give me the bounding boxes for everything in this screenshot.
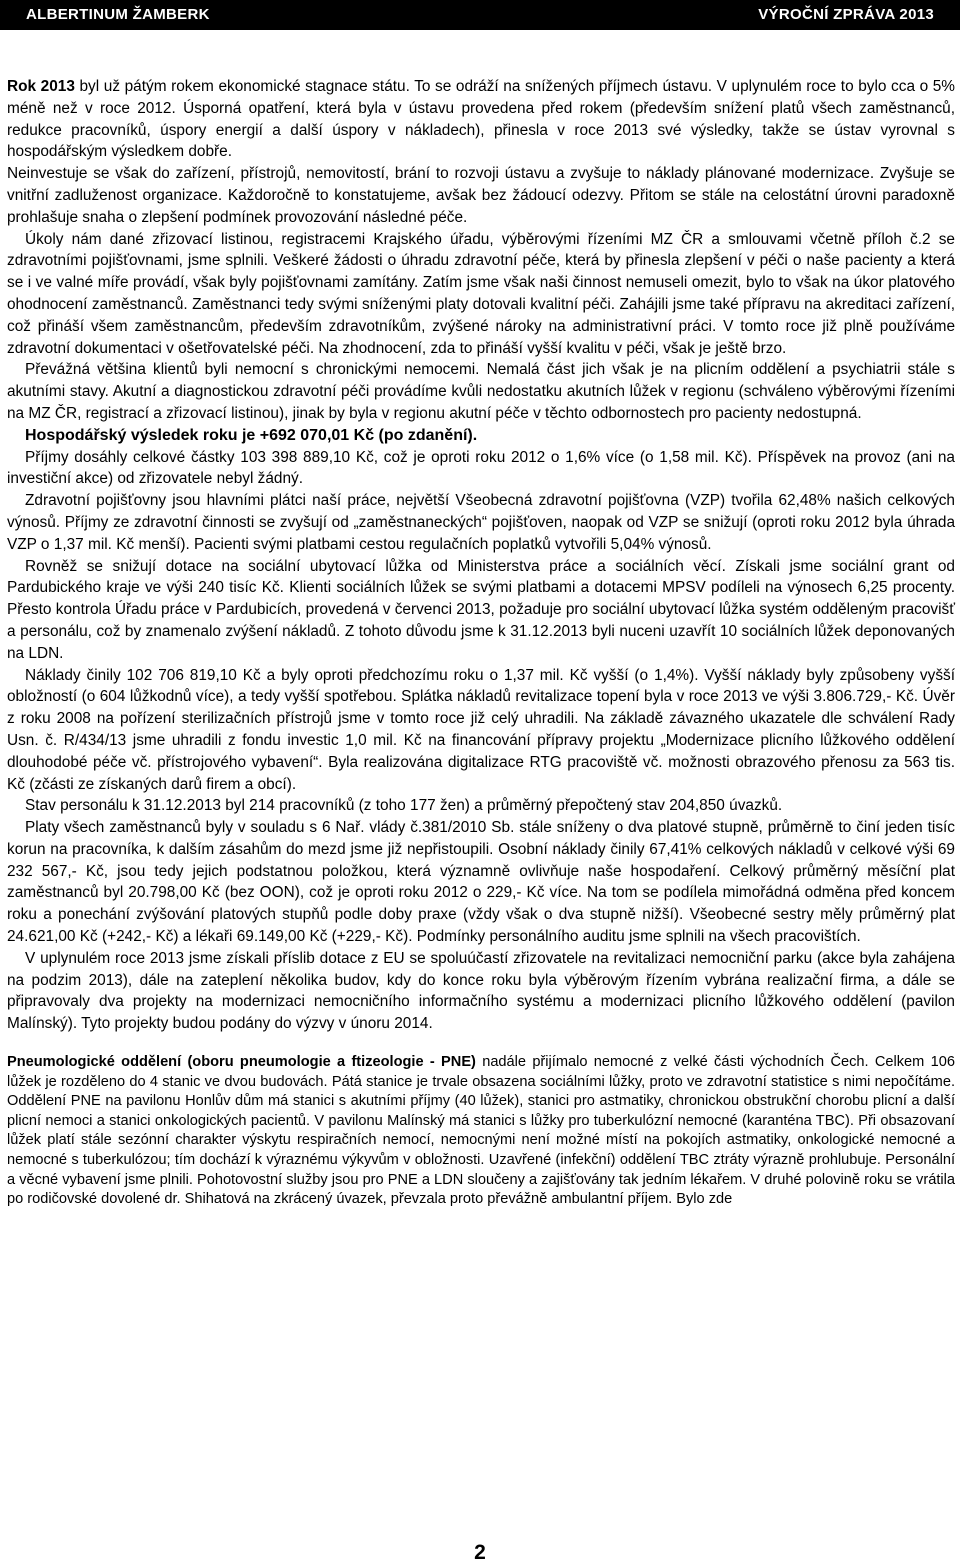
paragraph-tasks: Úkoly nám dané zřizovací listinou, registracemi Krajského úřadu, výběrovými řízeními MZ ČR a smlouvami včetně příloh č.2 se zdravotními pojišťovnami, jsme splnili. Veškeré žádosti o úhradu zdravotní péče, která by přinesla zlepšení v péči o naše pacienty a která se i ve valné míře provádí, však byly pojišťovnami zamítány. Zatím jsme však naši činnost nemuseli omezit, bylo to však na úkor platového ohodnocení zaměstnanců. Zaměstnanci tedy svými sníženými platy dotovali kvalitní péči. Zahájili jsme také přípravu na akreditaci zařízení, což přináší všem zaměstnancům, především zdravotníkům, zvýšené nároky na administrativní práci. V tomto roce již plně používáme zdravotní dokumentaci v ošetřovatelské péči. Na zhodnocení, zda to přináší vyšší kvalitu v péči, však je ještě brzo. [7, 230, 955, 357]
paragraph-pneumology [7, 1053, 955, 1210]
paragraph-insurance: Zdravotní pojišťovny jsou hlavními plátci naší práce, největší Všeobecná zdravotní pojišťovna (VZP) tvořila 62,48% našich celkových výnosů. Příjmy ze zdravotní činnosti se zvyšují od „zaměstnaneckých“ pojišťoven, naopak od VZP se snižují (oproti roku 2012 byla úhrada VZP o 1,37 mil. Kč menší). Pacienti svými platbami cestou regulačních poplatků vytvořili 5,04% výnosů. [7, 492, 955, 553]
paragraph-costs: Náklady činily 102 706 819,10 Kč a byly oproti předchozímu roku o 1,37 mil. Kč vyšší (o 1,4%). Vyšší náklady byly způsobeny vyšší obložností (o 604 lůžkodnů více), a tedy vyšší spotřebou. Splátka nákladů revitalizace topení byla v roce 2013 ve výši 3.806.729,- Kč. Úvěr z roku 2008 na pořízení sterilizačních přístrojů jsme v tomto roce již celý uhradili. Na základě závazného ukazatele dle schválení Rady Usn. č. R/434/13 jsme uhradili z fondu investic 1,0 mil. Kč na financování přípravy projektu „Modernizace plicního lůžkového oddělení dlouhodobé péče vč. přístrojového vybavení“. Byla realizována digitalizace RTG pracoviště vč. možnosti obrazového přenosu za 563 tis. Kč (zčásti ze získaných darů firem a obcí). [7, 666, 955, 793]
paragraph-clients: Převážná většina klientů byli nemocní s chronickými nemocemi. Nemalá část jich však je na plicním oddělení a psychiatrii stále s akutními stavy. Akutní a diagnostickou zdravotní péči provádíme kvůli nedostatku akutních lůžek v regionu (schváleno výběrovými řízeními na MZ ČR, registrací a zřizovací listinou), jinak by byla v regionu akutní péče v těchto odbornostech pro pacienty nedostupná. [7, 361, 955, 422]
pneumology-label: Pneumologické oddělení (oboru pneumologie a ftizeologie - PNE) [7, 1054, 476, 1071]
paragraph-salaries: Platy všech zaměstnanců byly v souladu s 6 Nař. vlády č.381/2010 Sb. stále sníženy o dva platové stupně, průměrně to činí jeden tisíc korun na pracovníka, k dalším zásahům do mezd jsme již nepřistoupili. Osobní náklady činily 67,41% celkových nákladů v celkové výši 69 232 567,- Kč, jsou tedy jejich podstatnou položkou, která významně ovlivňuje naše hospodaření. Celkový průměrný měsíční plat zaměstnanců byl 20.798,00 Kč (bez OON), což je oproti roku 2012 o 229,- Kč více. Na tom se podílela mimořádná odměna před koncem roku a ponechání zvýšování platových stupňů podle doby praxe (vždy však o dva stupně nižší). Všeobecné sestry měly průměrný plat 24.621,00 Kč (+242,- Kč) a lékaři 69.149,00 Kč (+229,- Kč). Podmínky personálního auditu jsme splnili na všech pracovištích. [7, 819, 955, 946]
intro-year-label: Rok 2013 [7, 78, 75, 95]
paragraph-investment: Neinvestuje se však do zařízení, přístrojů, nemovitostí, brání to rozvoji ústavu a zvyšuje to náklady plánované modernizace. Zvyšuje se vnitřní zadluženost organizace. Každoročně to konstatujeme, avšak bez žádoucí odezvy. Přitom se stále na celostátní úrovni paradoxně prohlašuje snaha o zlepšení podmínek provozování následné péče. [7, 165, 955, 226]
page-header [0, 0, 960, 30]
paragraph-intro [7, 76, 955, 163]
paragraph-income: Příjmy dosáhly celkové částky 103 398 889,10 Kč, což je oproti roku 2012 o 1,6% více (o 1,58 mil. Kč). Příspěvek na provoz (ani na investiční akce) od zřizovatele nebyl žádný. [7, 448, 955, 488]
paragraph-staff: Stav personálu k 31.12.2013 byl 214 pracovníků (z toho 177 žen) a průměrný přepočtený stav 204,850 úvazků. [25, 797, 783, 815]
document-body [7, 76, 955, 1224]
paragraph-social-beds: Rovněž se snižují dotace na sociální ubytovací lůžka od Ministerstva práce a sociálních věcí. Získali jsme sociální grant od Pardubického kraje ve výši 240 tisíc Kč. Klienti sociálních lůžek se svými platbami a dotacemi MPSV podíleli na výnosech 6,25 procenty. Přesto kontrola Úřadu práce v Pardubicích, provedená v červenci 2013, požaduje pro sociální ubytovací lůžka systém odděleným pracovišť a personálu, což by znamenalo zvýšení nákladů. Z tohoto důvodu jsme k 31.12.2013 byli nuceni uzavřít 10 sociálních lůžek deponovaných na LDN. [7, 557, 955, 662]
paragraph-projects: V uplynulém roce 2013 jsme získali příslib dotace z EU se spoluúčastí zřizovatele na revitalizaci nemocniční parku (akce byla zahájena na podzim 2013), dále na zateplení několika budov, kdy do konce roku byla výběrovým řízením vybrána realizační firma, a dále se připravovaly dva projekty na modernizaci nemocničního informačního systému a modernizaci plicního lůžkového oddělení (pavilon Malínský). Tyto projekty budou podány do výzvy v únoru 2014. [7, 949, 955, 1033]
economic-result-text: Hospodářský výsledek roku je +692 070,01 Kč (po zdanění). [25, 426, 478, 444]
pneumology-text: nadále přijímalo nemocné z velké části východních Čech. Celkem 106 lůžek je rozděleno do 4 stanic ve dvou budovách. Pátá stanice je trvale obsazena sociálními lůžky, proto ve zdravotní statistice s nimi nepočítáme. Oddělení PNE na pavilonu Honlův dům má stanici s akutními příjmy (40 lůžek), stanici pro astmatiky, chronickou obstrukční chorobu plicní a další plicní nemoci a stanici onkologických pacientů. V pavilonu Malínský má stanici s lůžky pro tuberkulózní nemocné (karanténa TBC). Při obsazovaní lůžek platí stále sezónní charakter výskytu respiračních nemocí, nemocnými není možné místí na pokojích astmatiky, onkologické nemocné a nemocné s tuberkulózou; tím dochází k výraznému výkyvům v obložnosti. Uzavřené (infekční) oddělení TBC ztráty výrazně prohlubuje. Personální a věcné vybavení jsme plnili. Pohotovostní služby jsou pro PNE a LDN sloučeny a zajišťovány tak jedním lékařem. V druhé polovině roku se vrátila po rodičovské dovolené dr. Shihatová na zkrácený úvazek, převzala proto převážně ambulantní příjem. Bylo zde [7, 1054, 955, 1208]
page-number: 2 [474, 1541, 486, 1564]
paragraph-economic-result [7, 425, 955, 447]
header-report-title: VÝROČNÍ ZPRÁVA 2013 [758, 6, 934, 23]
intro-text: byl už pátým rokem ekonomické stagnace státu. To se odráží na snížených příjmech ústavu. V uplynulém roce to bylo cca o 5% méně než v roce 2012. Úsporná opatření, která byla v ústavu provedena před rokem (především snížení platů všech zaměstnanců, redukce pracovníků, úspory energií a další úspory v nákladech), přinesla v roce 2013 své výsledky, takže se ústav vyrovnal s hospodářským výsledkem dobře. [7, 78, 955, 161]
header-organization: ALBERTINUM ŽAMBERK [26, 6, 210, 23]
